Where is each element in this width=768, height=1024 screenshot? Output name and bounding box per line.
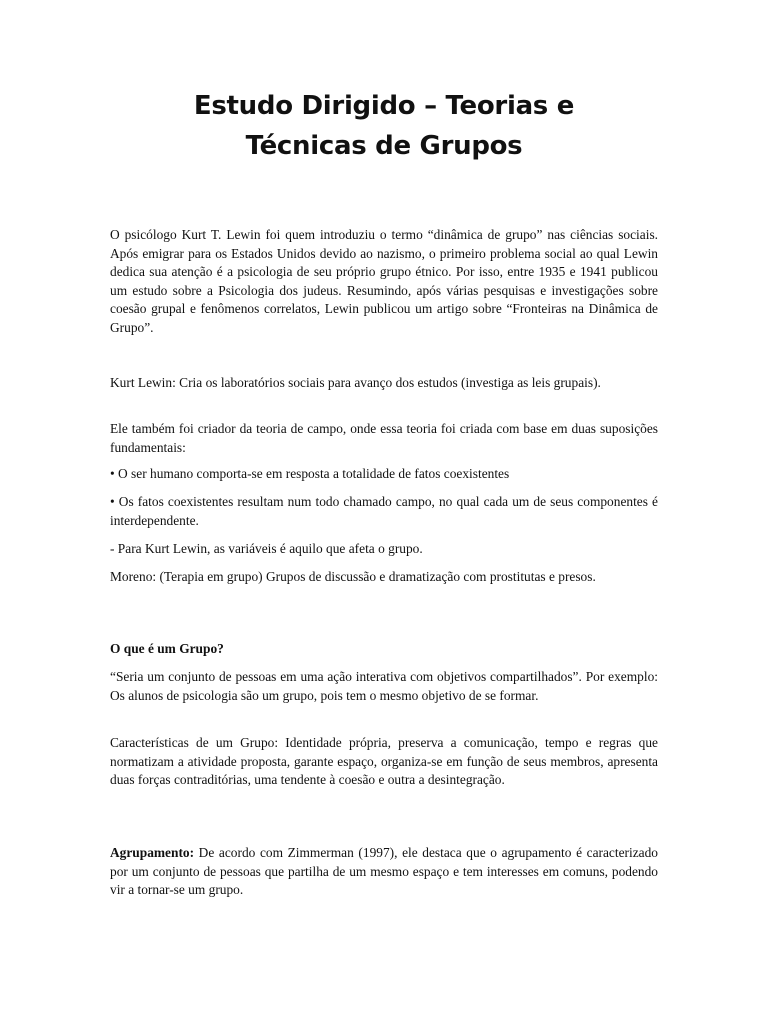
paragraph-field-theory: Ele também foi criador da teoria de campo, onde essa teoria foi criada com base em duas suposições fundamentais: xyxy=(110,421,658,455)
title-line-2: Técnicas de Grupos xyxy=(245,131,523,161)
title-line-1: Estudo Dirigido – Teorias e xyxy=(193,91,575,121)
document-body xyxy=(110,0,658,1024)
bullet-item-1: • O ser humano comporta-se em resposta a totalidade de fatos coexistentes xyxy=(110,466,510,481)
bullet-item-2: • Os fatos coexistentes resultam num todo chamado campo, no qual cada um de seus componentes é interdependente. xyxy=(110,494,658,528)
paragraph-agrupamento xyxy=(110,844,658,900)
agrupamento-label: Agrupamento: xyxy=(110,845,195,860)
agrupamento-text: De acordo com Zimmerman (1997), ele destaca que o agrupamento é caracterizado por um conjunto de pessoas que partilha de um mesmo espaço e tem interesses em comuns, podendo vir a tornar-se um grupo. xyxy=(110,845,658,898)
paragraph-grupo-definition: “Seria um conjunto de pessoas em uma ação interativa com objetivos compartilhados”. Por exemplo: Os alunos de psicologia são um grupo, pois tem o mesmo objetivo de se formar. xyxy=(110,669,658,703)
paragraph-moreno: Moreno: (Terapia em grupo) Grupos de discussão e dramatização com prostitutas e presos. xyxy=(110,569,596,584)
paragraph-lewin-intro: O psicólogo Kurt T. Lewin foi quem introduziu o termo “dinâmica de grupo” nas ciências sociais. Após emigrar para os Estados Unidos devido ao nazismo, o primeiro problema social ao qual Lewin dedica sua atenção é a psicologia de seu próprio grupo étnico. Por isso, entre 1935 e 1941 publicou um estudo sobre a Psicologia dos judeus. Resumindo, após várias pesquisas e investigações sobre coesão grupal e fenômenos correlatos, Lewin publicou um artigo sobre “Fronteiras na Dinâmica de Grupo”. xyxy=(110,227,658,335)
paragraph-grupo-characteristics: Características de um Grupo: Identidade própria, preserva a comunicação, tempo e regras que normatizam a atividade proposta, garante espaço, organiza-se em função de seus membros, apresenta duas forças contraditórias, uma tendente à coesão e outra a desintegração. xyxy=(110,735,658,788)
section-heading-grupo: O que é um Grupo? xyxy=(110,641,224,656)
paragraph-variables: - Para Kurt Lewin, as variáveis é aquilo que afeta o grupo. xyxy=(110,541,423,556)
paragraph-lewin-labs: Kurt Lewin: Cria os laboratórios sociais para avanço dos estudos (investiga as leis grupais). xyxy=(110,375,601,390)
